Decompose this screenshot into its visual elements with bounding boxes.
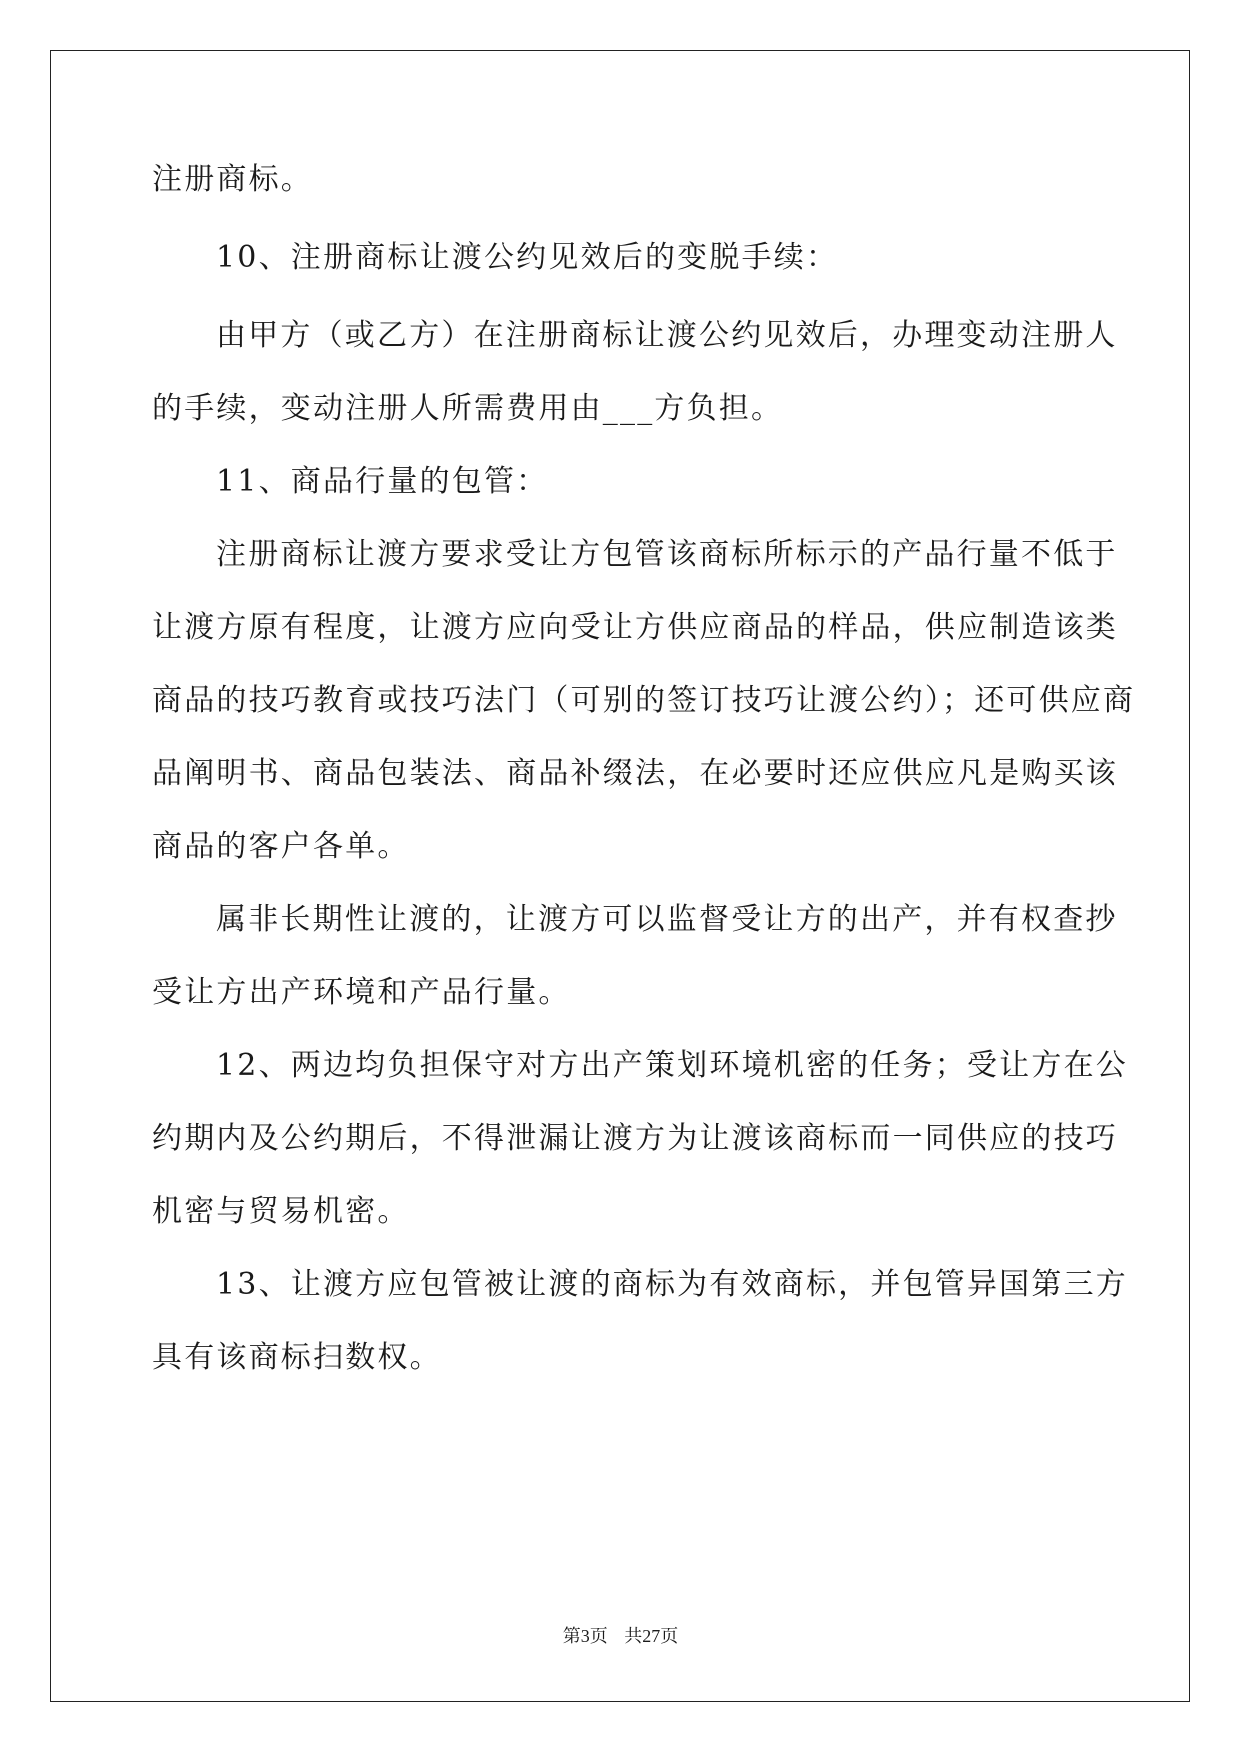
text-line: 让渡方原有程度，让渡方应向受让方供应商品的样品，供应制造该类 <box>152 610 1118 645</box>
text-line: 商品的技巧教育或技巧法门（可别的签订技巧让渡公约）；还可供应商 <box>152 683 1136 718</box>
page-footer <box>0 1622 1241 1648</box>
text-line: 11、商品行量的包管： <box>216 464 549 499</box>
text-line: 属非长期性让渡的，让渡方可以监督受让方的出产，并有权查抄 <box>216 902 1118 937</box>
text-line: 商品的客户各单。 <box>152 829 410 864</box>
text-line: 10、注册商标让渡公约见效后的变脱手续： <box>216 240 839 275</box>
document-body <box>152 160 1136 1378</box>
text-line: 机密与贸易机密。 <box>152 1194 410 1229</box>
text-line: 12、两边均负担保守对方出产策划环境机密的任务；受让方在公 <box>216 1048 1128 1083</box>
page-number: 第3页 <box>562 1626 608 1646</box>
text-line: 品阐明书、商品包装法、商品补缀法，在必要时还应供应凡是购买该 <box>152 756 1118 791</box>
text-line: 的手续，变动注册人所需费用由___方负担。 <box>152 391 784 426</box>
text-line: 注册商标。 <box>152 162 313 197</box>
text-line: 具有该商标扫数权。 <box>152 1340 442 1375</box>
text-line: 注册商标让渡方要求受让方包管该商标所标示的产品行量不低于 <box>216 537 1118 572</box>
text-line: 13、让渡方应包管被让渡的商标为有效商标，并包管异国第三方 <box>216 1267 1128 1302</box>
page-total: 共27页 <box>624 1626 679 1646</box>
text-line: 由甲方（或乙方）在注册商标让渡公约见效后，办理变动注册人 <box>216 318 1118 353</box>
text-line: 约期内及公约期后，不得泄漏让渡方为让渡该商标而一同供应的技巧 <box>152 1121 1118 1156</box>
text-line: 受让方出产环境和产品行量。 <box>152 975 571 1010</box>
